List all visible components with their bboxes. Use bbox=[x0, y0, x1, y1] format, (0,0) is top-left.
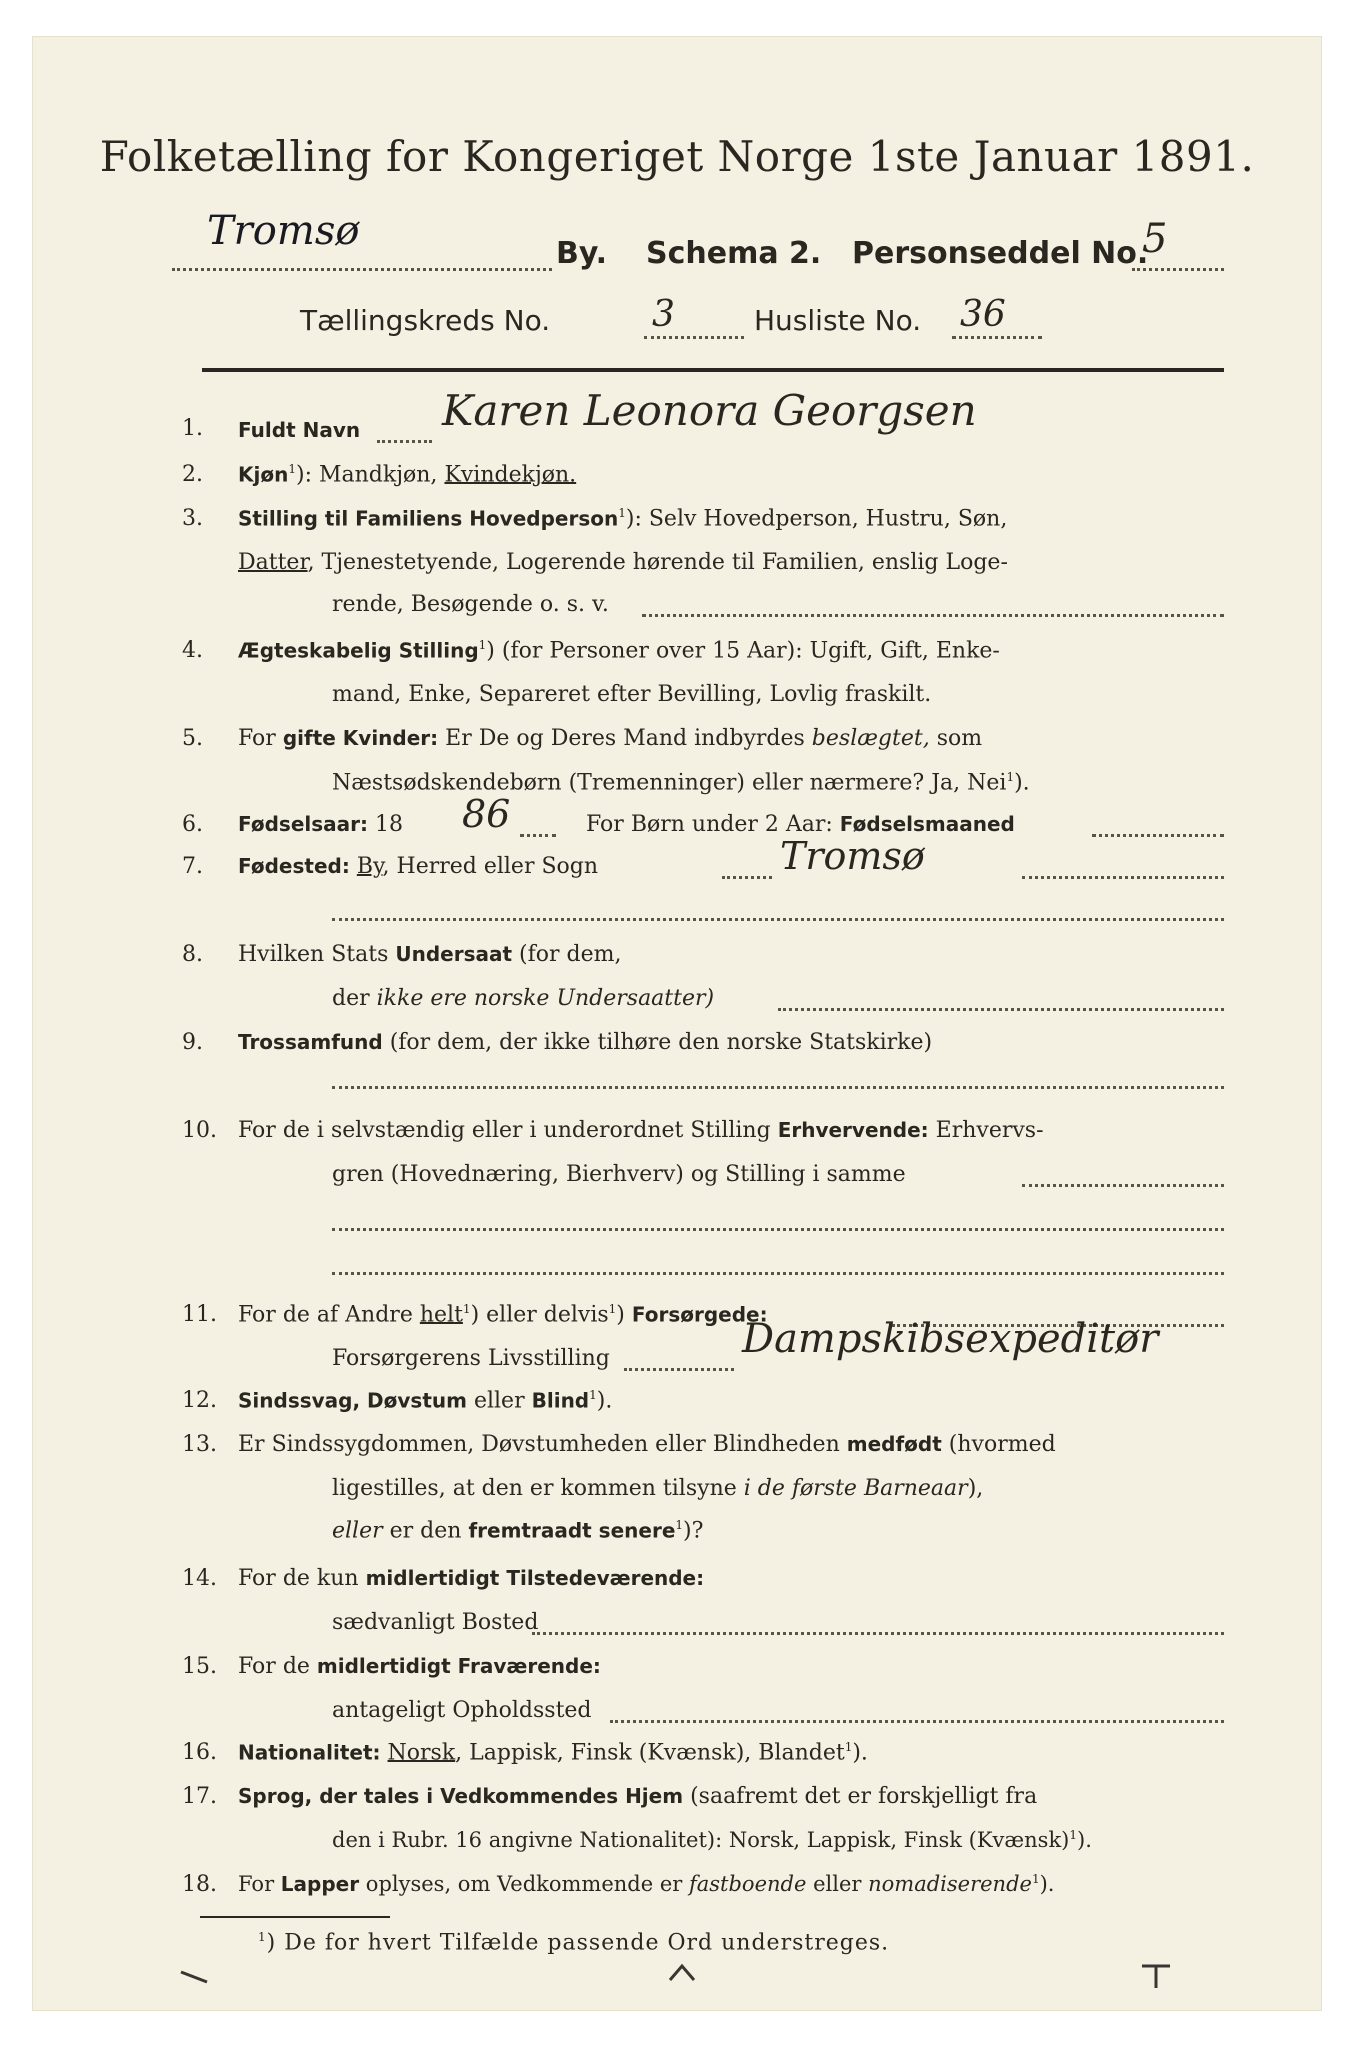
item-17-number: 17. bbox=[182, 1784, 217, 1809]
husliste-dotted-line bbox=[952, 336, 1042, 339]
schema-label: Schema 2. bbox=[646, 236, 822, 271]
item-5-line-2: Næstsødskendebørn (Tremenninger) eller nærmere? Ja, Nei$^1$). bbox=[332, 770, 1030, 796]
item-3-number: 3. bbox=[182, 506, 203, 531]
item-1-label: Fuldt Navn bbox=[238, 418, 361, 442]
item-16-number: 16. bbox=[182, 1740, 217, 1765]
item-10-dotted-line-b bbox=[332, 1228, 1224, 1231]
item-2-number: 2. bbox=[182, 462, 203, 487]
item-4-line-2: mand, Enke, Separeret efter Bevilling, Lovlig fraskilt. bbox=[332, 682, 932, 707]
item-6-rest: For Børn under 2 Aar: Fødselsmaaned bbox=[586, 812, 1015, 837]
datter-underlined: Datter bbox=[238, 550, 308, 575]
item-10-line-2: gren (Hovednæring, Bierhverv) og Stilling i samme bbox=[332, 1162, 906, 1187]
item-6-label: Fødselsaar: 18 bbox=[238, 812, 403, 837]
item-13-line-2: ligestilles, at den er kommen tilsyne i de første Barneaar), bbox=[332, 1476, 984, 1501]
full-name-value: Karen Leonora Georgsen bbox=[442, 386, 977, 435]
helt-underlined: helt bbox=[419, 1302, 463, 1328]
item-18-line: For Lapper oplyses, om Vedkommende er fastboende eller nomadiserende$^1$). bbox=[238, 1872, 1055, 1896]
footnote: $^1$) De for hvert Tilfælde passende Ord understreges. bbox=[258, 1930, 890, 1956]
item-2-line: Kjøn$^1$): Mandkjøn, Kvindekjøn. bbox=[238, 462, 577, 488]
item-16-line: Nationalitet: Norsk, Lappisk, Finsk (Kvænsk), Blandet$^1$). bbox=[238, 1740, 868, 1766]
item-7-dotted-line-c bbox=[332, 918, 1224, 921]
item-5-line-1: For gifte Kvinder: Er De og Deres Mand indbyrdes beslægtet, som bbox=[238, 726, 983, 751]
item-7-line: Fødested: By, Herred eller Sogn bbox=[238, 854, 599, 879]
item-10-dotted-line-c bbox=[332, 1272, 1224, 1275]
item-3-line-3: rende, Besøgende o. s. v. bbox=[332, 592, 609, 617]
item-4-line-1: Ægteskabelig Stilling$^1$) (for Personer over 15 Aar): Ugift, Gift, Enke- bbox=[238, 638, 1000, 664]
item-13-number: 13. bbox=[182, 1432, 217, 1457]
item-15-line-2: antageligt Opholdssted bbox=[332, 1698, 592, 1723]
item-14-number: 14. bbox=[182, 1566, 217, 1591]
item-6-number: 6. bbox=[182, 812, 203, 837]
census-form-sheet bbox=[32, 36, 1322, 2011]
kreds-dotted-line bbox=[644, 336, 744, 339]
item-7-number: 7. bbox=[182, 854, 203, 879]
item-5-number: 5. bbox=[182, 726, 203, 751]
item-11-number: 11. bbox=[182, 1302, 217, 1327]
norsk-underlined: Norsk bbox=[387, 1740, 456, 1766]
husliste-number: 36 bbox=[960, 294, 1006, 335]
header-divider bbox=[202, 368, 1224, 372]
corner-mark-left bbox=[177, 1966, 217, 1988]
provider-occupation-value: Dampskibsexpeditør bbox=[742, 1316, 1159, 1362]
item-10-dotted-line-a bbox=[1022, 1184, 1224, 1187]
item-1-dotted-line bbox=[377, 440, 432, 443]
item-14-line-2: sædvanligt Bosted bbox=[332, 1610, 539, 1635]
birthplace-value: Tromsø bbox=[780, 834, 925, 878]
item-7-dotted-line-a bbox=[722, 876, 772, 879]
item-9-line: Trossamfund (for dem, der ikke tilhøre den norske Statskirke) bbox=[238, 1030, 933, 1055]
item-14-dotted-line bbox=[532, 1632, 1224, 1635]
item-3-dotted-line bbox=[642, 614, 1224, 617]
corner-mark-center bbox=[664, 1960, 700, 1986]
item-8-dotted-line bbox=[778, 1008, 1224, 1011]
corner-mark-right bbox=[1138, 1962, 1174, 1992]
personseddel-number: 5 bbox=[1142, 216, 1168, 262]
item-13-line-1: Er Sindssygdommen, Døvstumheden eller Blindheden medfødt (hvormed bbox=[238, 1432, 1056, 1457]
item-15-line-1: For de midlertidigt Fraværende: bbox=[238, 1654, 601, 1679]
town-value: Tromsø bbox=[207, 208, 360, 254]
form-title: Folketælling for Kongeriget Norge 1ste Januar 1891. bbox=[99, 132, 1255, 181]
item-9-dotted-line bbox=[332, 1086, 1224, 1089]
husliste-label: Husliste No. bbox=[754, 304, 922, 337]
item-18-number: 18. bbox=[182, 1872, 217, 1897]
item-12-line: Sindssvag, Døvstum eller Blind$^1$). bbox=[238, 1388, 613, 1414]
birth-year-value: 86 bbox=[462, 792, 511, 836]
item-10-line-1: For de i selvstændig eller i underordnet Stilling Erhvervende: Erhvervs- bbox=[238, 1118, 1044, 1143]
item-11-line-1: For de af Andre helt$^1$) eller delvis$^1$) Forsørgede: bbox=[238, 1302, 768, 1328]
kvindekjon-underlined: Kvindekjøn. bbox=[444, 462, 577, 488]
item-15-dotted-line bbox=[610, 1720, 1224, 1723]
personseddel-dotted-line bbox=[1132, 268, 1224, 271]
kreds-number: 3 bbox=[652, 294, 675, 335]
item-12-number: 12. bbox=[182, 1388, 217, 1413]
footnote-rule bbox=[200, 1916, 390, 1918]
town-dotted-line bbox=[172, 268, 552, 271]
item-17-line-1: Sprog, der tales i Vedkommendes Hjem (saafremt det er forskjelligt fra bbox=[238, 1784, 1038, 1809]
item-3-line-1: Stilling til Familiens Hovedperson$^1$): Selv Hovedperson, Hustru, Søn, bbox=[238, 506, 1008, 532]
item-6-dotted-line-b bbox=[1092, 834, 1224, 837]
item-17-line-2: den i Rubr. 16 angivne Nationalitet): Norsk, Lappisk, Finsk (Kvænsk)$^1$). bbox=[332, 1828, 1092, 1852]
item-13-line-3: eller er den fremtraadt senere$^1$)? bbox=[332, 1518, 704, 1544]
item-1-number: 1. bbox=[182, 416, 203, 441]
item-8-line-1: Hvilken Stats Undersaat (for dem, bbox=[238, 942, 622, 967]
by-label: By. bbox=[556, 236, 608, 271]
item-11-line-2: Forsørgerens Livsstilling bbox=[332, 1346, 610, 1371]
item-6-dotted-line-a bbox=[520, 834, 556, 837]
item-9-number: 9. bbox=[182, 1030, 203, 1055]
item-10-number: 10. bbox=[182, 1118, 217, 1143]
item-3-line-2: Datter, Tjenestetyende, Logerende hørende til Familien, enslig Loge- bbox=[238, 550, 1008, 575]
item-8-number: 8. bbox=[182, 942, 203, 967]
kreds-label: Tællingskreds No. bbox=[300, 304, 551, 337]
item-4-number: 4. bbox=[182, 638, 203, 663]
item-11-dotted-line-b bbox=[624, 1368, 734, 1371]
personseddel-label: Personseddel No. bbox=[852, 236, 1149, 271]
by-underlined: By bbox=[356, 854, 383, 879]
item-7-dotted-line-b bbox=[1022, 876, 1224, 879]
item-14-line-1: For de kun midlertidigt Tilstedeværende: bbox=[238, 1566, 705, 1591]
item-15-number: 15. bbox=[182, 1654, 217, 1679]
item-8-line-2: der ikke ere norske Undersaatter) bbox=[332, 986, 715, 1011]
